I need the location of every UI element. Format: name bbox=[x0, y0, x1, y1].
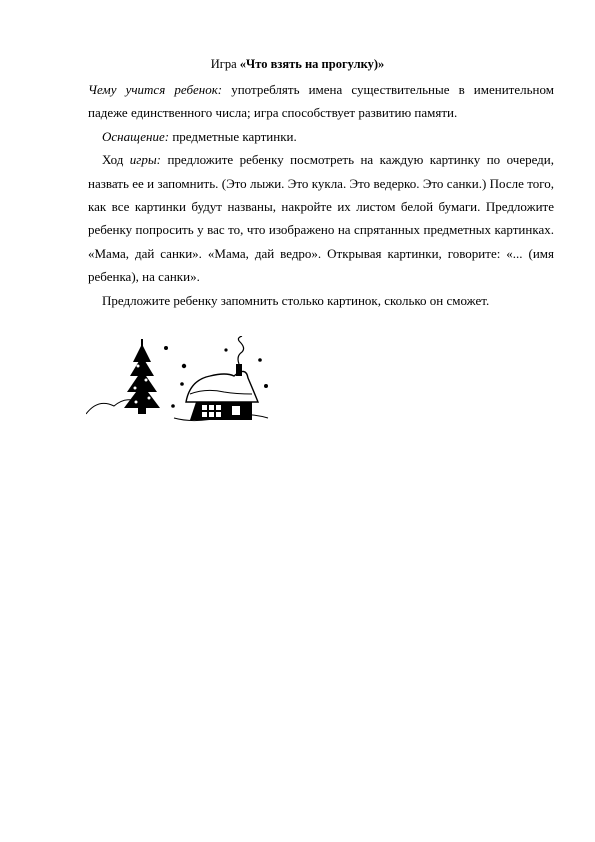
equipment-text: предметные картинки. bbox=[169, 128, 297, 144]
course-label: игры: bbox=[129, 152, 161, 168]
course-lead: Ход bbox=[102, 152, 130, 168]
goal-label: Чему учится ребенок: bbox=[88, 82, 223, 97]
winter-house-fir-tree-icon bbox=[86, 336, 276, 426]
course-text: предложите ребенку посмотреть на каждую картинку по очереди, назвать ее и запомнить. (Это лыжи. Это кукла. Это ведерко. Это санки.) После того, как все картинки будут названы, накройте их листом белой бумаги. Предложите ребенку попросить у вас то, что изображено на спрятанных предметных картинках. «Мама, дай санки». «Мама, дай ведро». Открывая картинки, говорите: «... (имя ребенка), на санки». bbox=[88, 152, 555, 285]
final-paragraph bbox=[88, 289, 554, 312]
document-body bbox=[88, 78, 554, 312]
final-text: Предложите ребенку запомнить столько картинок, сколько он сможет. bbox=[102, 292, 490, 308]
course-paragraph bbox=[88, 148, 554, 288]
equipment-paragraph bbox=[88, 125, 554, 148]
goal-text: употреблять имена существительные в именительном падеже единственного числа; игра способствует развитию памяти. bbox=[88, 82, 554, 121]
game-name: «Что взять на прогулку)» bbox=[239, 57, 385, 71]
title-prefix: Игра bbox=[210, 57, 240, 71]
page-title bbox=[0, 54, 595, 74]
equipment-label: Оснащение: bbox=[102, 128, 170, 144]
goal-paragraph bbox=[88, 78, 554, 125]
